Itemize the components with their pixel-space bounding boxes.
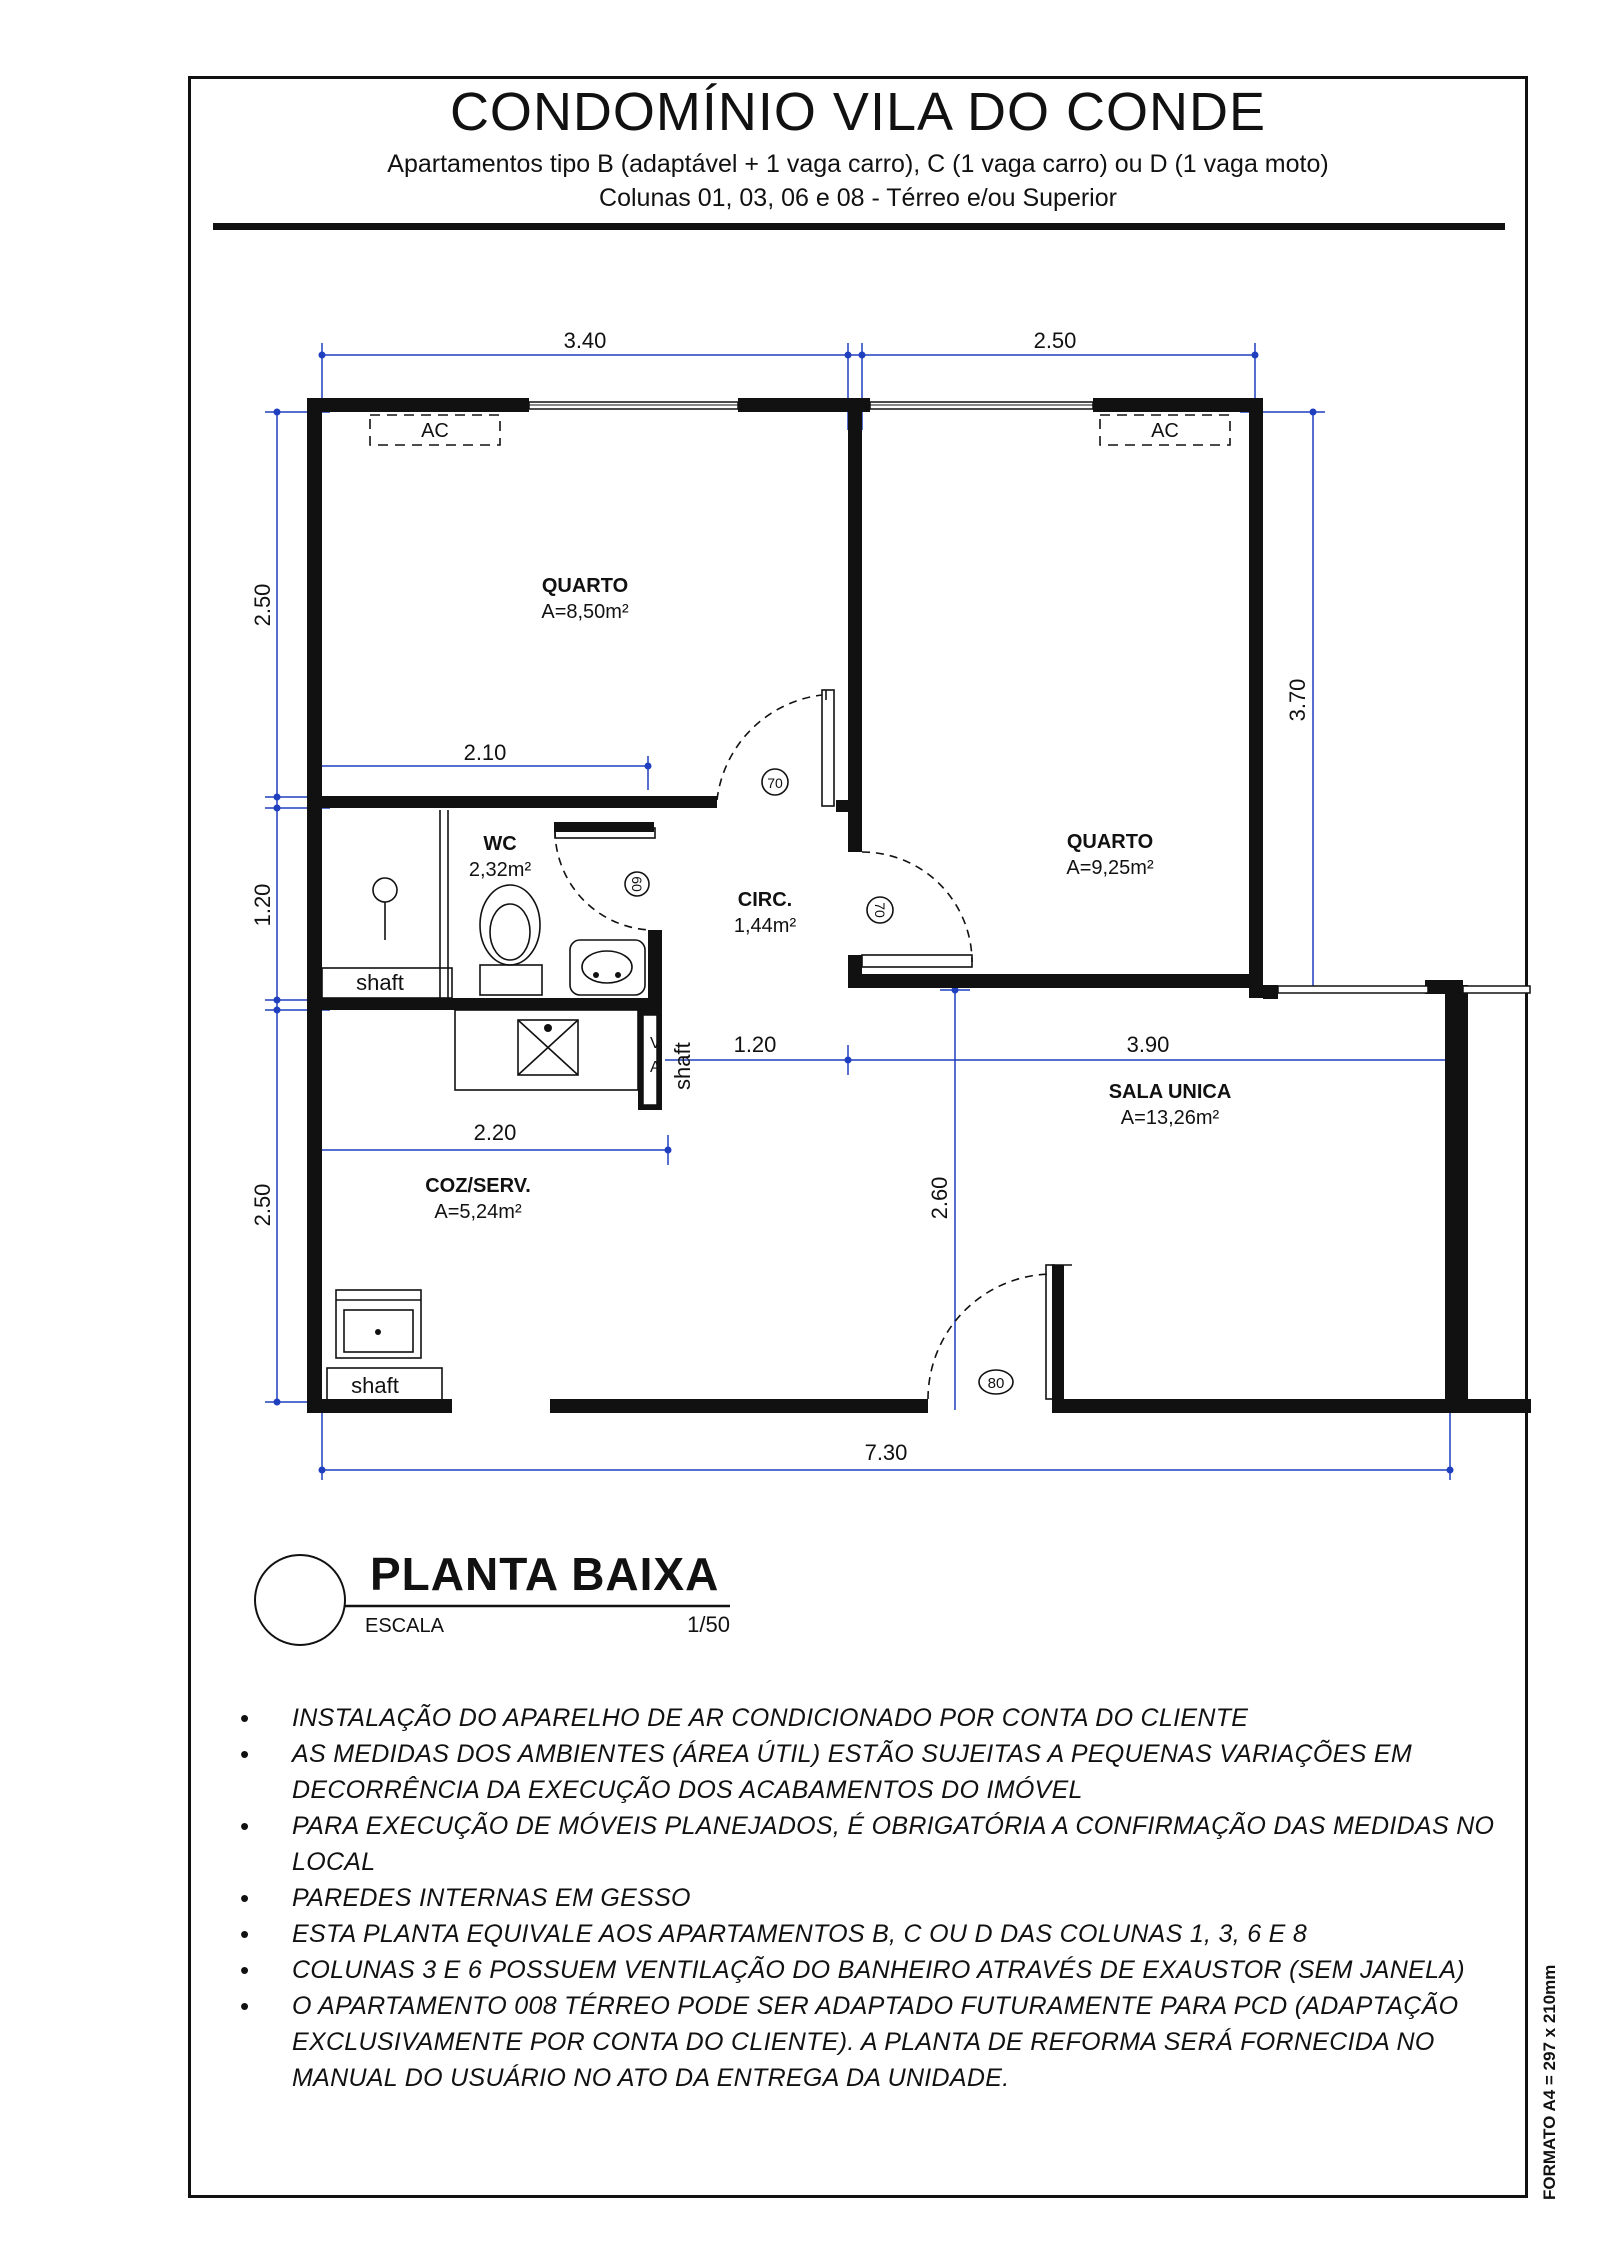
coz-area: A=5,24m² [434, 1201, 522, 1223]
dim-bottom-total: 7.30 [864, 1440, 908, 1465]
coz-name: COZ/SERV. [425, 1175, 531, 1197]
caption-scale-label: ESCALA [365, 1615, 444, 1637]
dim-kitchen-width: 2.20 [473, 1120, 517, 1145]
circ-name: CIRC. [737, 889, 793, 911]
wc-area: 2,32m² [468, 859, 532, 881]
page-title: CONDOMÍNIO VILA DO CONDE [449, 82, 1267, 142]
caption-circle [255, 1555, 345, 1645]
sheet-format-label: FORMATO A4 = 297 x 210mm [1540, 1964, 1559, 2200]
circ-area: 1,44m² [733, 915, 797, 937]
note-item: • O APARTAMENTO 008 TÉRREO PODE SER ADAPTADO FUTURAMENTE PARA PCD (ADAPTAÇÃO EXCLUSIVAMENTE POR CONTA DO CLIENTE). A PLANTA DE REFORMA SERÁ FORNECIDA NO MANUAL DO USUÁRIO NO ATO DA ENTREGA DA UNIDADE. [240, 1988, 1510, 2096]
note-item: • INSTALAÇÃO DO APARELHO DE AR CONDICIONADO POR CONTA DO CLIENTE [240, 1700, 1510, 1736]
shaft-label-wc: shaft [356, 970, 404, 995]
notes-list [240, 1700, 1510, 2096]
caption-title: PLANTA BAIXA [370, 1548, 720, 1600]
dim-left-top: 2.50 [250, 583, 275, 627]
columns-subtitle: Colunas 01, 03, 06 e 08 - Térreo e/ou Superior [599, 184, 1117, 212]
sala-name: SALA UNICA [1108, 1081, 1232, 1103]
kitchen-counter [455, 1010, 638, 1090]
plan-caption [255, 1548, 730, 1645]
walls [307, 398, 1531, 1413]
dim-sala-depth: 2.60 [927, 1176, 952, 1220]
quarto1-name: QUARTO [541, 575, 629, 597]
quarto2-area: A=9,25m² [1066, 857, 1154, 879]
note-item: • COLUNAS 3 E 6 POSSUEM VENTILAÇÃO DO BANHEIRO ATRAVÉS DE EXAUSTOR (SEM JANELA) [240, 1952, 1510, 1988]
note-item: • ESTA PLANTA EQUIVALE AOS APARTAMENTOS B, C OU D DAS COLUNAS 1, 3, 6 E 8 [240, 1916, 1510, 1952]
svg-text:A: A [650, 1059, 661, 1076]
door-size-quarto2: 70 [872, 902, 888, 918]
dim-top-right: 2.50 [1033, 328, 1077, 353]
door-size-entrance: 80 [987, 1375, 1005, 1392]
dim-right: 3.70 [1285, 678, 1310, 722]
svg-text:V: V [650, 1035, 661, 1052]
dim-left-bottom: 2.50 [250, 1183, 275, 1227]
ac-label-right: AC [1151, 420, 1179, 442]
dim-circ-width: 1.20 [733, 1032, 777, 1057]
shaft-label-service: shaft [351, 1373, 399, 1398]
toilet-tank [480, 965, 542, 995]
dim-top-left: 3.40 [563, 328, 607, 353]
dim-wc-width: 2.10 [463, 740, 507, 765]
note-item: • AS MEDIDAS DOS AMBIENTES (ÁREA ÚTIL) ESTÃO SUJEITAS A PEQUENAS VARIAÇÕES EM DECORRÊNCIA DA EXECUÇÃO DOS ACABAMENTOS DO IMÓVEL [240, 1736, 1510, 1808]
toilet-bowl [480, 885, 540, 965]
ac-label-left: AC [421, 420, 449, 442]
sala-area: A=13,26m² [1120, 1107, 1220, 1129]
caption-scale-value: 1/50 [687, 1612, 730, 1637]
note-item: • PARA EXECUÇÃO DE MÓVEIS PLANEJADOS, É OBRIGATÓRIA A CONFIRMAÇÃO DAS MEDIDAS NO LOCAL [240, 1808, 1510, 1880]
dim-left-mid: 1.20 [250, 883, 275, 927]
dim-sala-width: 3.90 [1126, 1032, 1170, 1057]
quarto2-name: QUARTO [1066, 831, 1154, 853]
page-subtitle: Apartamentos tipo B (adaptável + 1 vaga carro), C (1 vaga carro) ou D (1 vaga moto) [387, 150, 1329, 178]
door-size-wc: 60 [629, 876, 645, 892]
quarto1-area: A=8,50m² [541, 601, 629, 623]
shaft-label-kitchen: shaft [670, 1042, 695, 1090]
note-item: • PAREDES INTERNAS EM GESSO [240, 1880, 1510, 1916]
room-labels [425, 575, 1231, 1223]
door-size-quarto1: 70 [767, 775, 783, 791]
wc-name: WC [483, 833, 517, 855]
